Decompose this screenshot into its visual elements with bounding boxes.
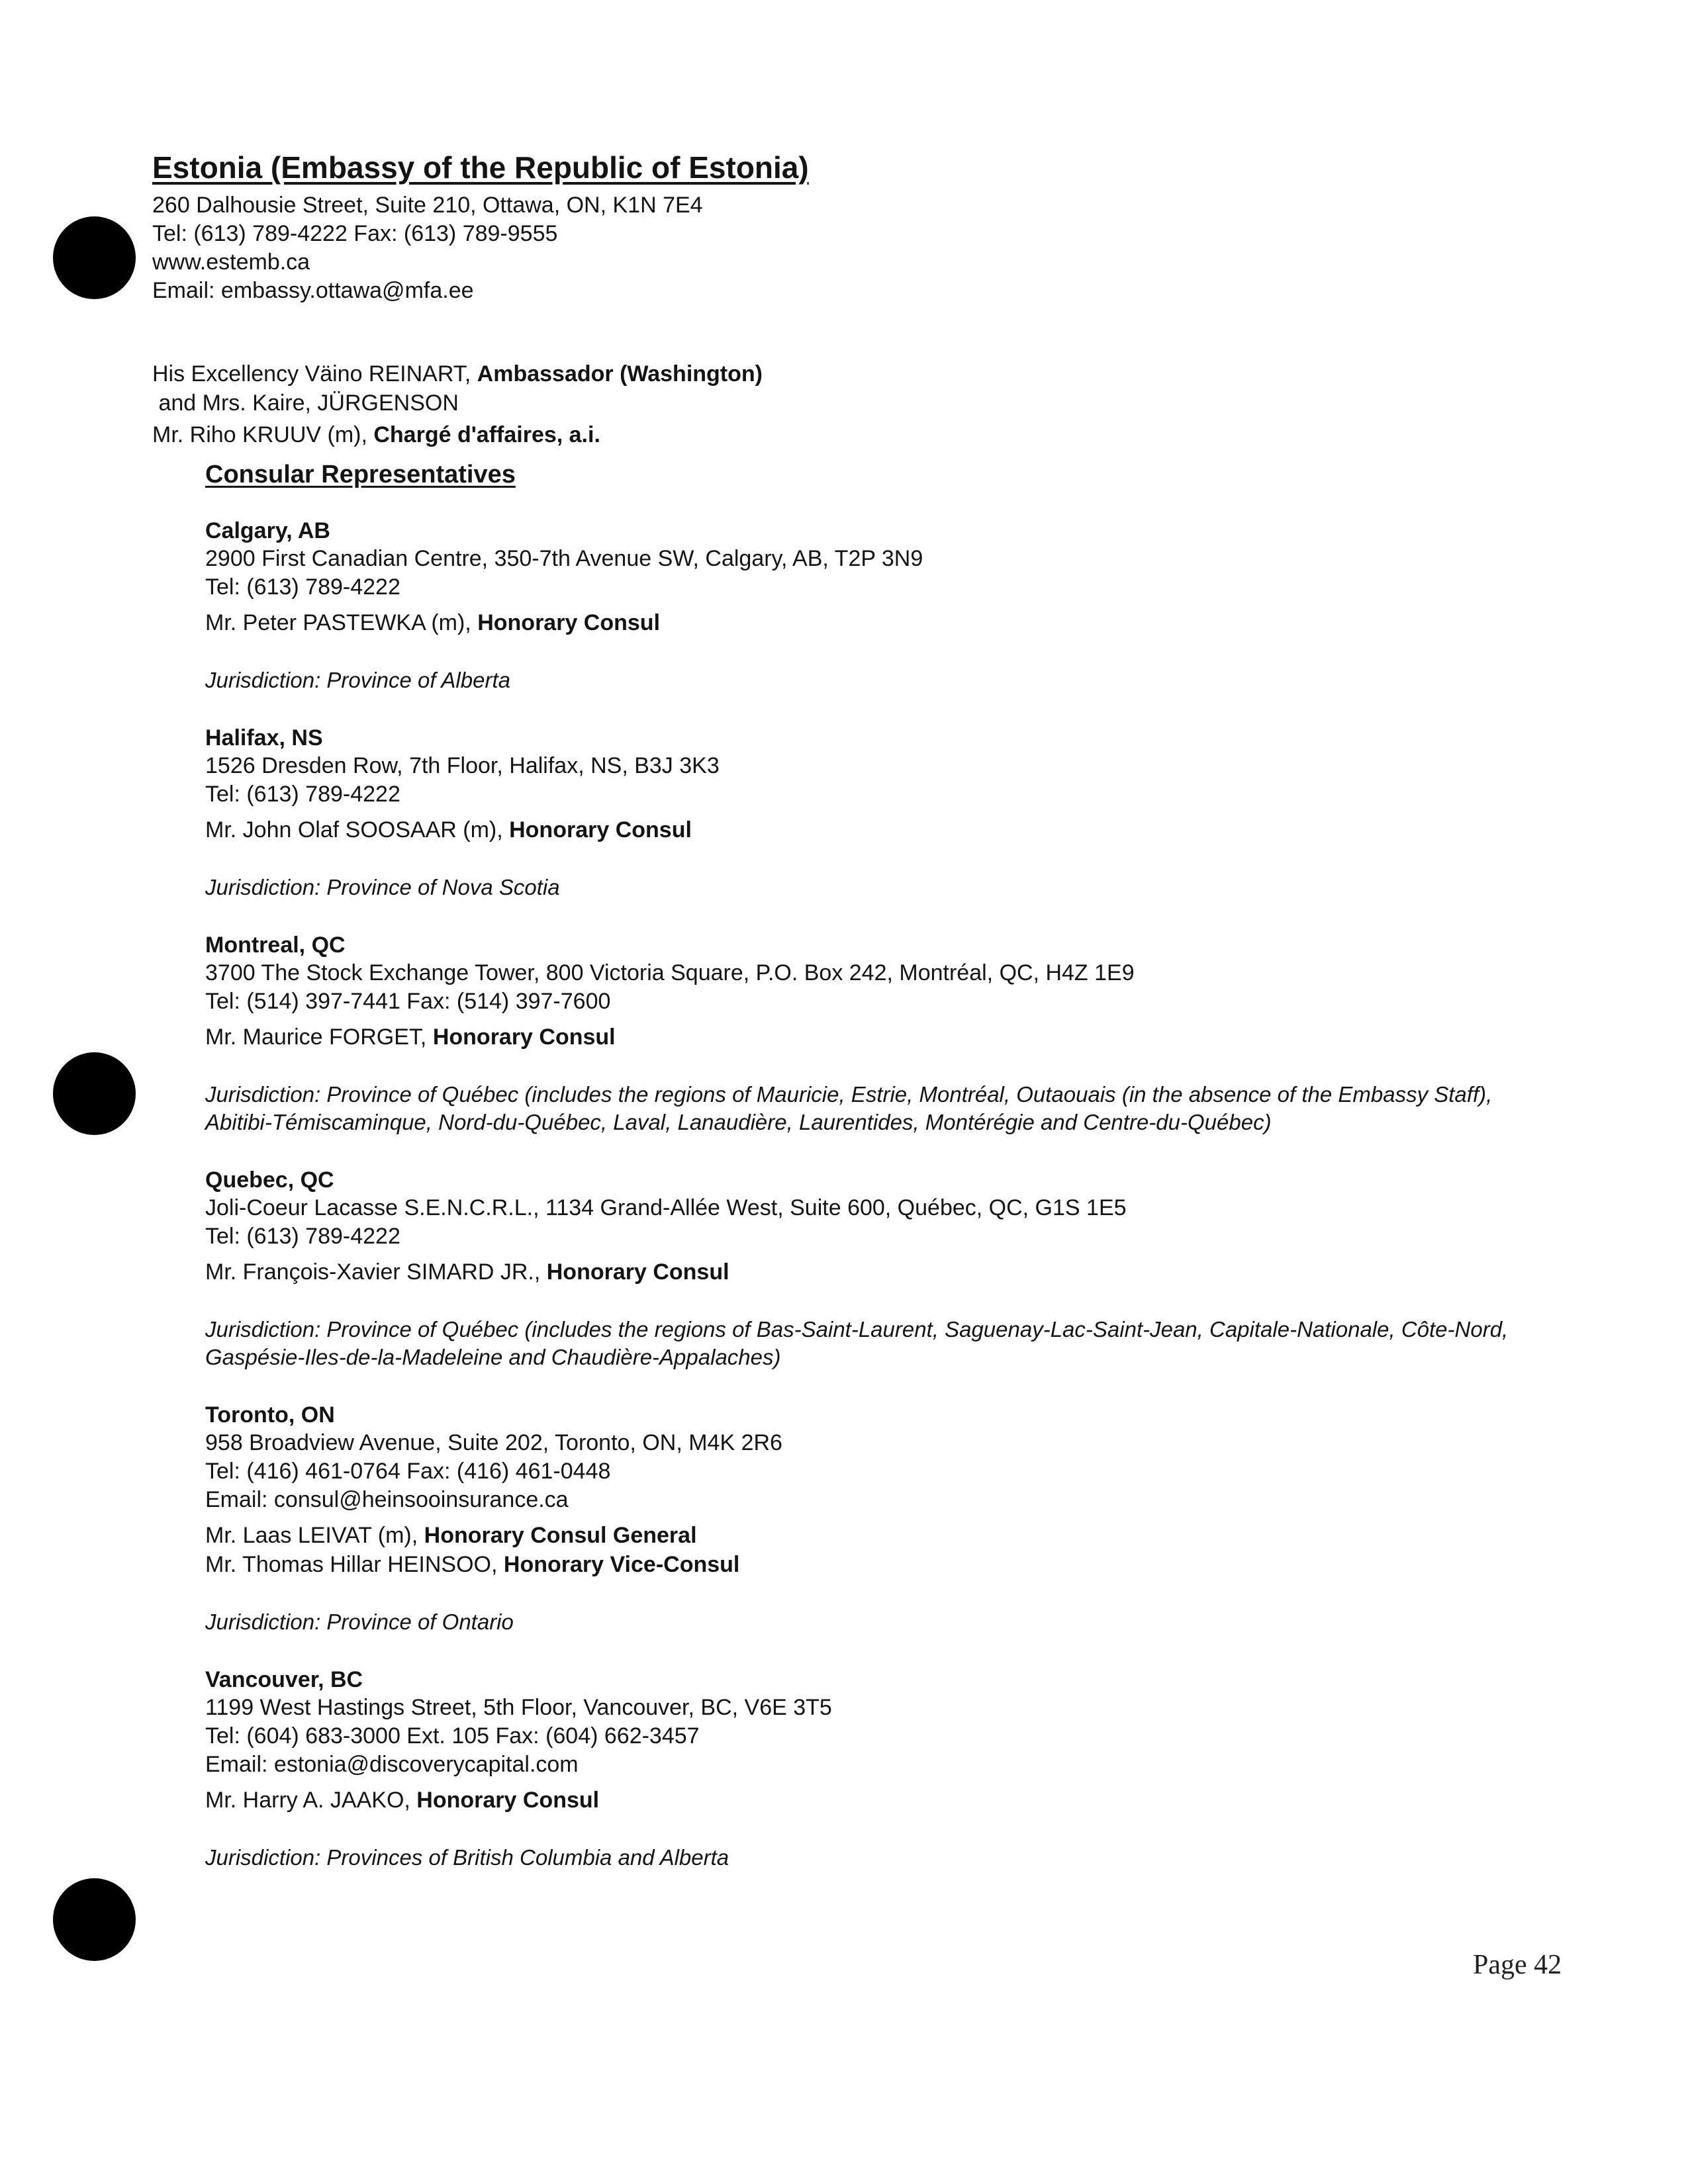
consul-line <box>205 1023 1575 1052</box>
consul-title: Honorary Consul <box>432 1024 616 1050</box>
consul-line <box>205 1521 1575 1550</box>
consul-name: Mr. Peter PASTEWKA (m), <box>205 610 478 635</box>
consul-title: Honorary Consul <box>416 1788 600 1813</box>
consular-office-list <box>205 517 1575 1872</box>
binder-hole <box>53 1052 136 1135</box>
consular-section <box>205 459 1575 1872</box>
consul-name: Mr. Laas LEIVAT (m), <box>205 1523 424 1548</box>
consular-office <box>205 1401 1575 1636</box>
page-number: Page 42 <box>1473 1950 1562 1980</box>
embassy-tel-fax: Tel: (613) 789-4222 Fax: (613) 789-9555 <box>152 221 558 246</box>
consul-line <box>205 1257 1575 1287</box>
office-tel: Tel: (613) 789-4222 <box>205 574 400 600</box>
office-address: 3700 The Stock Exchange Tower, 800 Victoria Square, P.O. Box 242, Montréal, QC, H4Z 1E9 <box>205 960 1135 985</box>
consul-name: Mr. John Olaf SOOSAAR (m), <box>205 817 510 842</box>
consul-title: Honorary Consul <box>477 610 661 635</box>
consular-office <box>205 1666 1575 1872</box>
consul-name: Mr. Thomas Hillar HEINSOO, <box>205 1552 504 1577</box>
office-address: 2900 First Canadian Centre, 350-7th Avenue SW, Calgary, AB, T2P 3N9 <box>205 546 923 571</box>
office-city: Quebec, QC <box>205 1167 334 1193</box>
office-address: 1199 West Hastings Street, 5th Floor, Vancouver, BC, V6E 3T5 <box>205 1695 832 1720</box>
office-jurisdiction: Jurisdiction: Provinces of British Columbia and Alberta <box>205 1845 729 1870</box>
charge-line <box>152 418 1575 452</box>
office-city: Montreal, QC <box>205 933 346 958</box>
charge-title: Chargé d'affaires, a.i. <box>373 422 600 447</box>
consul-title: Honorary Consul General <box>424 1523 697 1548</box>
office-city: Toronto, ON <box>205 1402 335 1428</box>
office-address: 958 Broadview Avenue, Suite 202, Toronto, ON, M4K 2R6 <box>205 1430 782 1455</box>
consul-title: Honorary Vice-Consul <box>503 1552 740 1577</box>
consular-office <box>205 1166 1575 1371</box>
office-city: Calgary, AB <box>205 518 330 543</box>
office-jurisdiction: Jurisdiction: Province of Nova Scotia <box>205 875 560 899</box>
consul-title: Honorary Consul <box>546 1259 729 1285</box>
consul-name: Mr. François-Xavier SIMARD JR., <box>205 1259 547 1285</box>
charge-name: Mr. Riho KRUUV (m), <box>152 422 374 447</box>
binder-hole <box>53 216 136 299</box>
ambassador-title: Ambassador (Washington) <box>477 361 763 387</box>
ambassador-spouse: and Mrs. Kaire, JÜRGENSON <box>152 390 459 416</box>
consul-title: Honorary Consul <box>509 817 692 842</box>
office-tel: Tel: (514) 397-7441 Fax: (514) 397-7600 <box>205 989 611 1014</box>
consul-name: Mr. Harry A. JAAKO, <box>205 1788 417 1813</box>
office-email: Email: estonia@discoverycapital.com <box>205 1752 579 1777</box>
embassy-title: Estonia (Embassy of the Republic of Estonia) <box>152 150 809 185</box>
office-email: Email: consul@heinsooinsurance.ca <box>205 1487 569 1512</box>
consul-line <box>205 1786 1575 1815</box>
embassy-address: 260 Dalhousie Street, Suite 210, Ottawa, ON, K1N 7E4 <box>152 193 703 218</box>
consular-office <box>205 724 1575 901</box>
ambassador-line <box>152 359 1575 388</box>
consular-heading: Consular Representatives <box>205 461 516 488</box>
office-jurisdiction: Jurisdiction: Province of Alberta <box>205 668 510 692</box>
embassy-email: Email: embassy.ottawa@mfa.ee <box>152 278 474 303</box>
office-city: Vancouver, BC <box>205 1667 363 1692</box>
document-body <box>152 149 1575 1901</box>
office-address: 1526 Dresden Row, 7th Floor, Halifax, NS, B3J 3K3 <box>205 753 720 778</box>
office-tel: Tel: (604) 683-3000 Ext. 105 Fax: (604) 662-3457 <box>205 1723 700 1749</box>
office-tel: Tel: (613) 789-4222 <box>205 1224 400 1249</box>
consular-office <box>205 931 1575 1136</box>
consul-line <box>205 1550 1575 1579</box>
office-city: Halifax, NS <box>205 725 323 751</box>
office-jurisdiction: Jurisdiction: Province of Québec (includes the regions of Mauricie, Estrie, Montréal, Outaouais (in the absence of the Embassy Staff), Abitibi-Témiscaminque, Nord-du-Québec, Laval, Lanaudière, Laurentides, Montérégie and Centre-du-Québec) <box>205 1082 1493 1134</box>
consul-line <box>205 608 1575 637</box>
office-tel: Tel: (416) 461-0764 Fax: (416) 461-0448 <box>205 1459 611 1484</box>
consular-office <box>205 517 1575 694</box>
consul-name: Mr. Maurice FORGET, <box>205 1024 433 1050</box>
office-jurisdiction: Jurisdiction: Province of Québec (includes the regions of Bas-Saint-Laurent, Saguenay-Lac-Saint-Jean, Capitale-Nationale, Côte-Nord, Gaspésie-Iles-de-la-Madeleine and Chaudière-Appalaches) <box>205 1317 1509 1369</box>
binder-hole <box>53 1878 136 1961</box>
consul-line <box>205 815 1575 844</box>
embassy-website: www.estemb.ca <box>152 250 310 275</box>
ambassador-name: His Excellency Väino REINART, <box>152 361 477 387</box>
office-jurisdiction: Jurisdiction: Province of Ontario <box>205 1610 514 1634</box>
office-tel: Tel: (613) 789-4222 <box>205 782 400 807</box>
office-address: Joli-Coeur Lacasse S.E.N.C.R.L., 1134 Grand-Allée West, Suite 600, Québec, QC, G1S 1E5 <box>205 1195 1127 1220</box>
